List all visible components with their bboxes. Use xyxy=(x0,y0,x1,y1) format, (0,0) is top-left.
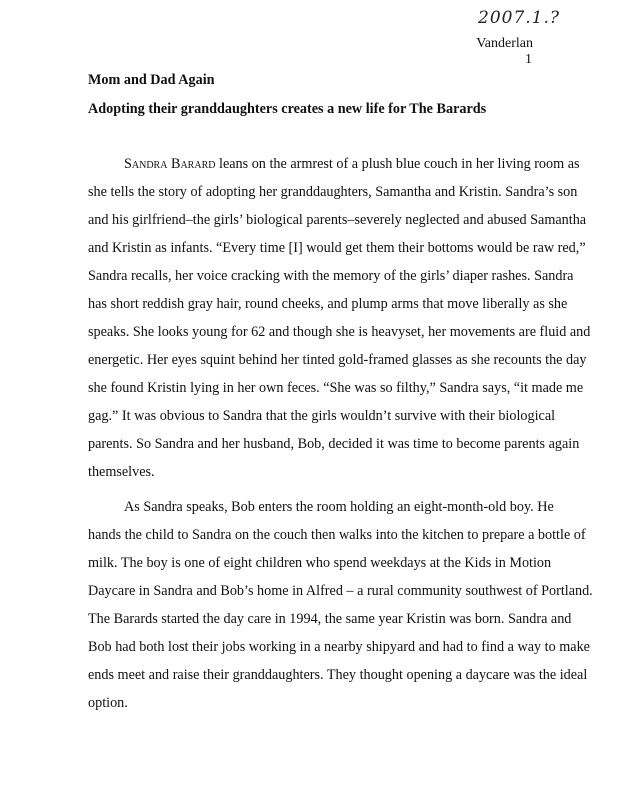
paragraph-line: option. xyxy=(88,695,128,711)
header-author: Vanderlan xyxy=(476,36,533,51)
header-page-number: 1 xyxy=(525,52,532,67)
paragraph-gap xyxy=(88,486,558,493)
paragraph-line: she found Kristin lying in her own feces. “She was so filthy,” Sandra says, “it made me xyxy=(88,380,584,396)
paragraph-line: ends meet and raise their granddaughters. They thought opening a daycare was the ideal xyxy=(88,667,588,683)
lead-in-name: Sandra Barard xyxy=(124,156,216,172)
handwritten-date-note: 2007.1.? xyxy=(478,8,561,28)
article-body xyxy=(88,150,593,717)
paragraph-line: Daycare in Sandra and Bob’s home in Alfred – a rural community southwest of Portland. xyxy=(88,583,593,599)
paragraph-line-text: leans on the armrest of a plush blue couch in her living room as xyxy=(215,156,580,172)
article-title: Mom and Dad Again xyxy=(88,72,215,88)
paragraph-1 xyxy=(88,150,591,486)
paragraph-line xyxy=(88,150,580,178)
paragraph-line: parents. So Sandra and her husband, Bob, decided it was time to become parents again xyxy=(88,436,580,452)
paragraph-line: As Sandra speaks, Bob enters the room holding an eight-month-old boy. He xyxy=(124,499,554,515)
paragraph-line: energetic. Her eyes squint behind her tinted gold-framed glasses as she recounts the day xyxy=(88,352,587,368)
paragraph-2 xyxy=(88,493,593,717)
paragraph-line: speaks. She looks young for 62 and though she is heavyset, her movements are fluid and xyxy=(88,324,591,340)
paragraph-line: she tells the story of adopting her granddaughters, Samantha and Kristin. Sandra’s son xyxy=(88,184,578,200)
paragraph-line: Bob had both lost their jobs working in a nearby shipyard and had to find a way to make xyxy=(88,639,590,655)
paragraph-line: hands the child to Sandra on the couch then walks into the kitchen to prepare a bottle of xyxy=(88,527,586,543)
paragraph-line: themselves. xyxy=(88,464,155,480)
paragraph-line: has short reddish gray hair, round cheeks, and plump arms that move liberally as she xyxy=(88,296,568,312)
article-subtitle: Adopting their granddaughters creates a new life for The Barards xyxy=(88,101,487,117)
paragraph-line: gag.” It was obvious to Sandra that the girls wouldn’t survive with their biological xyxy=(88,408,556,424)
paragraph-line: and Kristin as infants. “Every time [I] would get them their bottoms would be raw red,” xyxy=(88,240,586,256)
paragraph-line: milk. The boy is one of eight children who spend weekdays at the Kids in Motion xyxy=(88,555,552,571)
paragraph-line: and his girlfriend–the girls’ biological parents–severely neglected and abused Samantha xyxy=(88,212,587,228)
paragraph-line: The Barards started the day care in 1994, the same year Kristin was born. Sandra and xyxy=(88,611,572,627)
paragraph-line: Sandra recalls, her voice cracking with the memory of the girls’ diaper rashes. Sandra xyxy=(88,268,574,284)
